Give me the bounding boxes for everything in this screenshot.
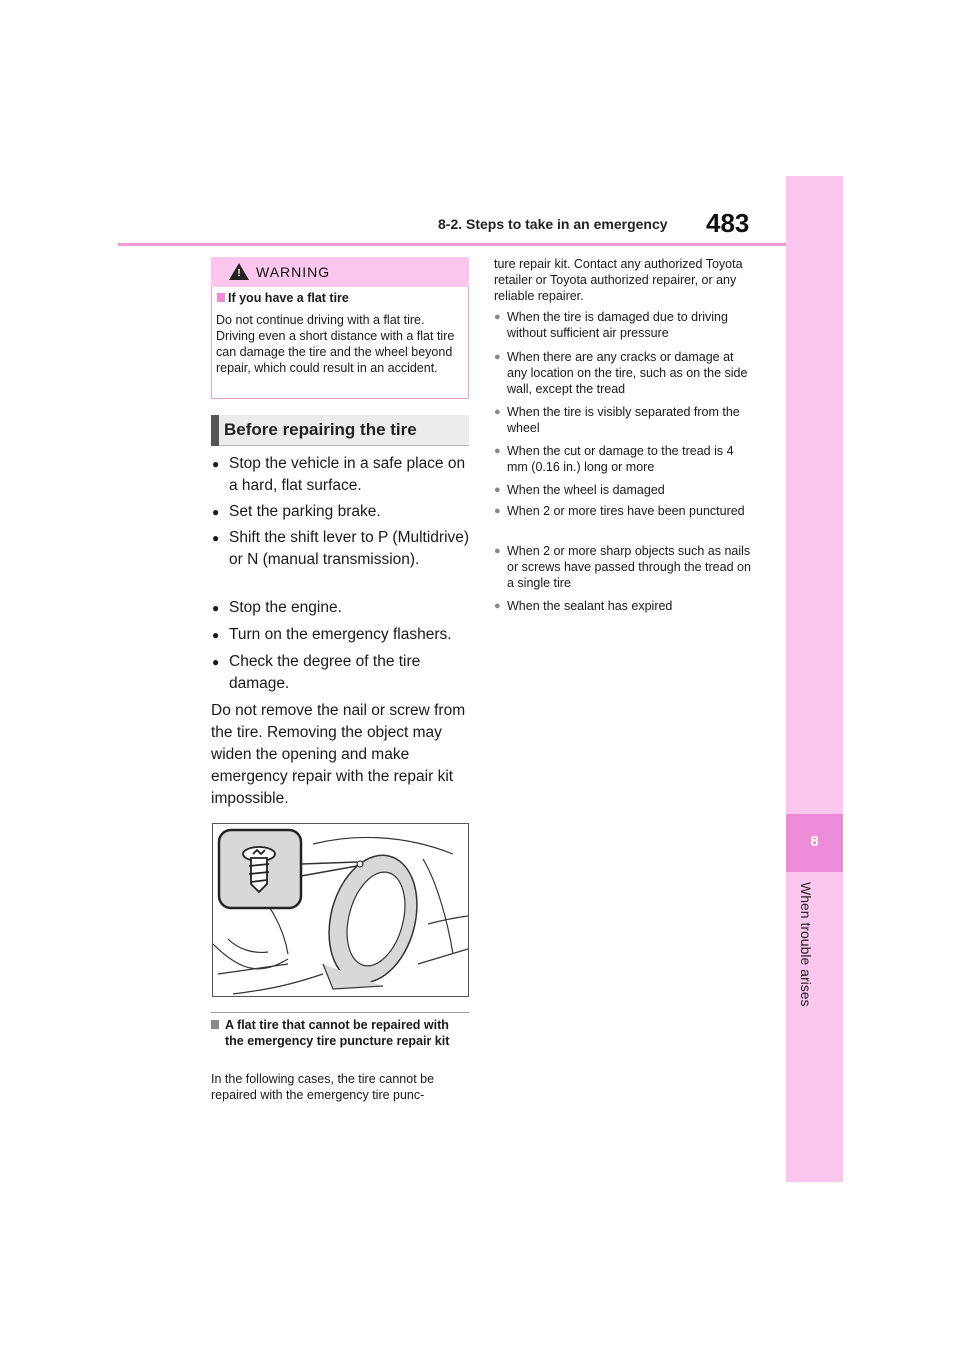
case-item: ● When the cut or damage to the tread is 4 mm (0.16 in.) long or more — [494, 443, 756, 475]
figure-rule — [211, 1012, 469, 1013]
step-item: ● Stop the vehicle in a safe place on a hard, flat surface. — [211, 453, 471, 497]
square-bullet-icon — [211, 1020, 219, 1029]
case-item: ● When 2 or more sharp objects such as nails or screws have passed through the tread on a single tire — [494, 543, 756, 591]
header-rule — [118, 243, 786, 246]
case-item: ● When 2 or more tires have been punctured — [494, 503, 756, 519]
warning-heading: If you have a flat tire — [228, 291, 349, 305]
step-item: ● Stop the engine. — [211, 597, 471, 619]
tire-screw-illustration — [212, 823, 469, 997]
section-heading-bar — [211, 415, 219, 446]
subsection-body: In the following cases, the tire cannot be repaired with the emergency tire punc- — [211, 1072, 435, 1102]
subsection-body-continued: ture repair kit. Contact any authorized Toyota retailer or Toyota authorized repairer, or any reliable repairer. — [494, 257, 743, 303]
case-item: ● When the sealant has expired — [494, 598, 756, 614]
step-item: ● Shift the shift lever to P (Multidrive) or N (manual transmission). — [211, 527, 471, 571]
section-heading: Before repairing the tire — [224, 420, 417, 439]
chapter-side-strip — [786, 176, 843, 1182]
warning-label: WARNING — [256, 264, 331, 280]
case-item: ● When the tire is damaged due to driving without sufficient air pressure — [494, 309, 756, 341]
tire-screw-drawing — [213, 824, 468, 996]
exclamation-icon: ! — [237, 268, 241, 279]
caution-note: Do not remove the nail or screw from the tire. Removing the object may widen the opening and make emergency repair with the repair kit impossible. — [211, 702, 466, 807]
case-item: ● When the tire is visibly separated from the wheel — [494, 404, 756, 436]
page-number: 483 — [706, 208, 750, 238]
step-item: ● Turn on the emergency flashers. — [211, 624, 471, 646]
section-title: 8-2. Steps to take in an emergency — [438, 216, 668, 232]
warning-header — [211, 257, 469, 287]
case-item: ● When the wheel is damaged — [494, 482, 756, 498]
step-item: ● Check the degree of the tire damage. — [211, 651, 471, 695]
case-item: ● When there are any cracks or damage at any location on the tire, such as on the side wall, except the tread — [494, 349, 756, 397]
subsection-heading: A flat tire that cannot be repaired with the emergency tire puncture repair kit — [225, 1018, 450, 1048]
chapter-title: When trouble arises — [798, 882, 814, 1007]
warning-body: Do not continue driving with a flat tire. Driving even a short distance with a flat tire can damage the tire and the wheel beyond repair, which could result in an accident. — [216, 313, 455, 375]
chapter-number: 8 — [810, 833, 819, 850]
step-item: ● Set the parking brake. — [211, 501, 471, 523]
square-bullet-icon — [217, 293, 225, 302]
